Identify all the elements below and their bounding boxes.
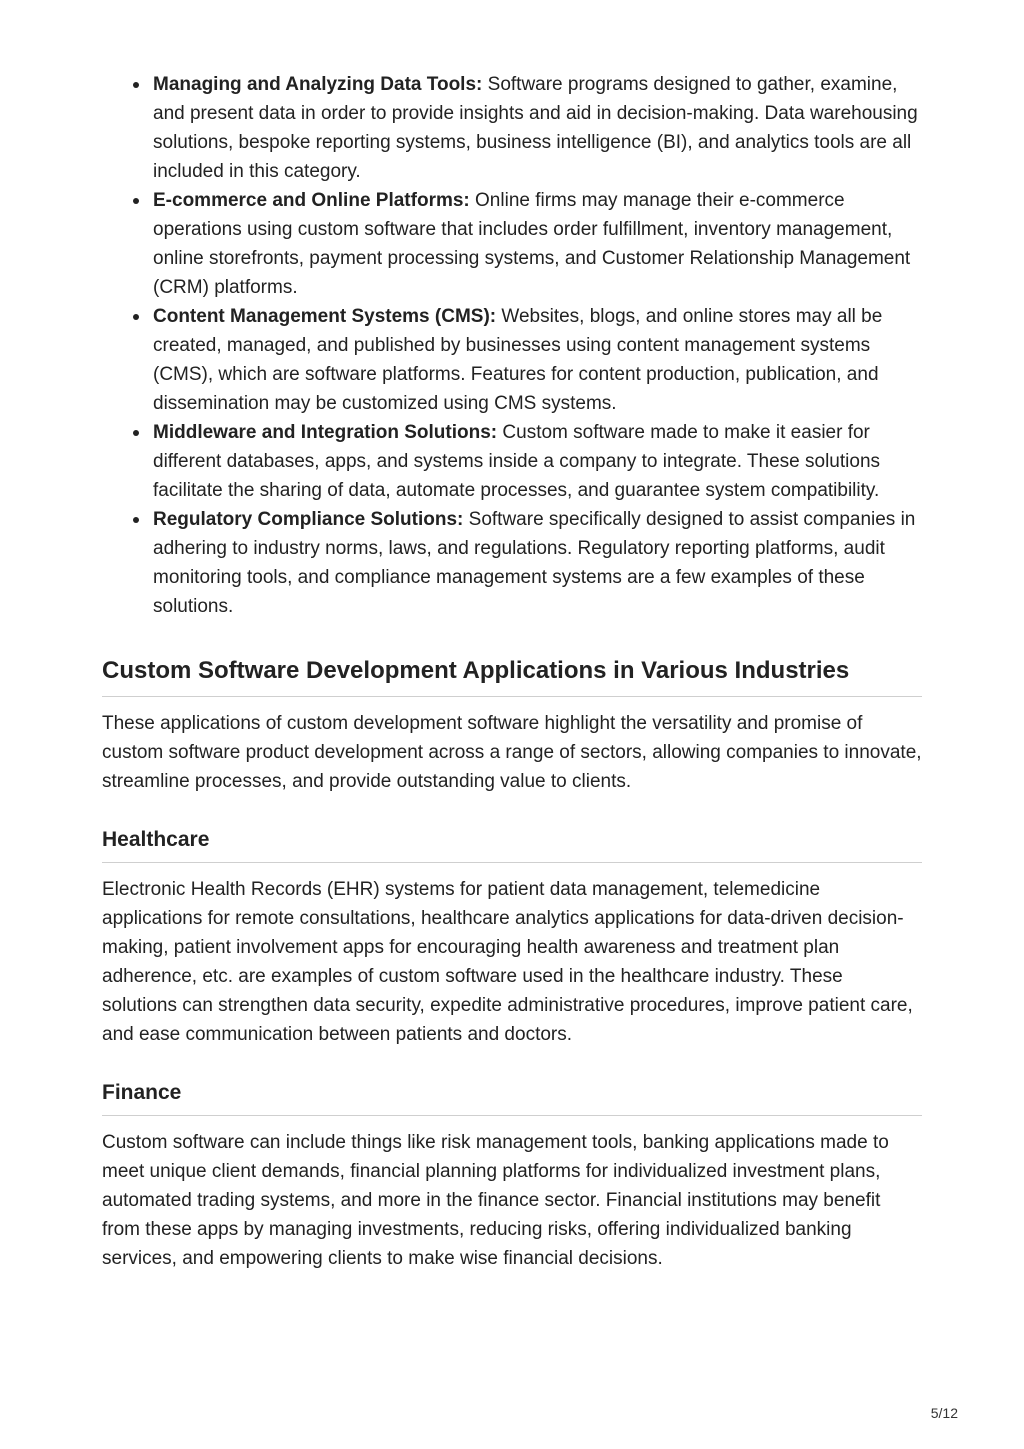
bullet-icon: [133, 517, 139, 523]
list-item: [153, 186, 922, 302]
list-item: [153, 418, 922, 505]
list-item-text: Software specifically designed to assist companies in adhering to industry norms, laws, and regulations. Regulatory reporting platforms, audit monitoring tools, and compliance management systems are a few examples of these solutions.: [153, 509, 916, 617]
section-intro: These applications of custom development software highlight the versatility and promise of custom software product development across a range of sectors, allowing companies to innovate, streamline processes, and provide outstanding value to clients.: [102, 713, 922, 792]
finance-paragraph: Custom software can include things like risk management tools, banking applications made to meet unique client demands, financial planning platforms for individualized investment plans, automated trading systems, and more in the finance sector. Financial institutions may benefit from these apps by managing investments, reducing risks, offering individualized banking services, and empowering clients to make wise financial decisions.: [102, 1132, 889, 1269]
list-item-text: Websites, blogs, and online stores may all be created, managed, and published by businesses using content management systems (CMS), which are software platforms. Features for content production, publication, and dissemination may be customized using CMS systems.: [153, 306, 883, 414]
list-item: [153, 302, 922, 418]
section-title: Custom Software Development Applications in Various Industries: [102, 656, 922, 697]
bullet-icon: [133, 82, 139, 88]
page-number: 5/12: [930, 1405, 958, 1421]
list-item-term: Regulatory Compliance Solutions:: [153, 509, 464, 530]
bullet-icon: [133, 314, 139, 320]
bullet-icon: [133, 430, 139, 436]
bullet-icon: [133, 198, 139, 204]
list-item-term: Content Management Systems (CMS):: [153, 306, 497, 327]
list-item-term: E-commerce and Online Platforms:: [153, 190, 470, 211]
finance-heading: Finance: [102, 1080, 922, 1116]
list-item-text: Custom software made to make it easier for different databases, apps, and systems inside a company to integrate. These solutions facilitate the sharing of data, automate processes, and guarantee system compatibility.: [153, 422, 881, 501]
list-item-term: Managing and Analyzing Data Tools:: [153, 74, 483, 95]
list-item-term: Middleware and Integration Solutions:: [153, 422, 498, 443]
healthcare-paragraph: Electronic Health Records (EHR) systems for patient data management, telemedicine applications for remote consultations, healthcare analytics applications for data-driven decision-making, patient involvement apps for encouraging health awareness and treatment plan adherence, etc. are examples of custom software used in the healthcare industry. These solutions can strengthen data security, expedite administrative procedures, improve patient care, and ease communication between patients and doctors.: [102, 879, 913, 1045]
list-item: [153, 505, 922, 621]
list-item: [153, 70, 922, 186]
list-item-text: Online firms may manage their e-commerce operations using custom software that includes order fulfillment, inventory management, online storefronts, payment processing systems, and Customer Relationship Management (CRM) platforms.: [153, 190, 911, 298]
list-item-text: Software programs designed to gather, examine, and present data in order to provide insights and aid in decision-making. Data warehousing solutions, bespoke reporting systems, business intelligence (BI), and analytics tools are all included in this category.: [153, 74, 918, 182]
feature-list: [102, 70, 922, 621]
document-content: [102, 70, 922, 1273]
healthcare-heading: Healthcare: [102, 827, 922, 863]
